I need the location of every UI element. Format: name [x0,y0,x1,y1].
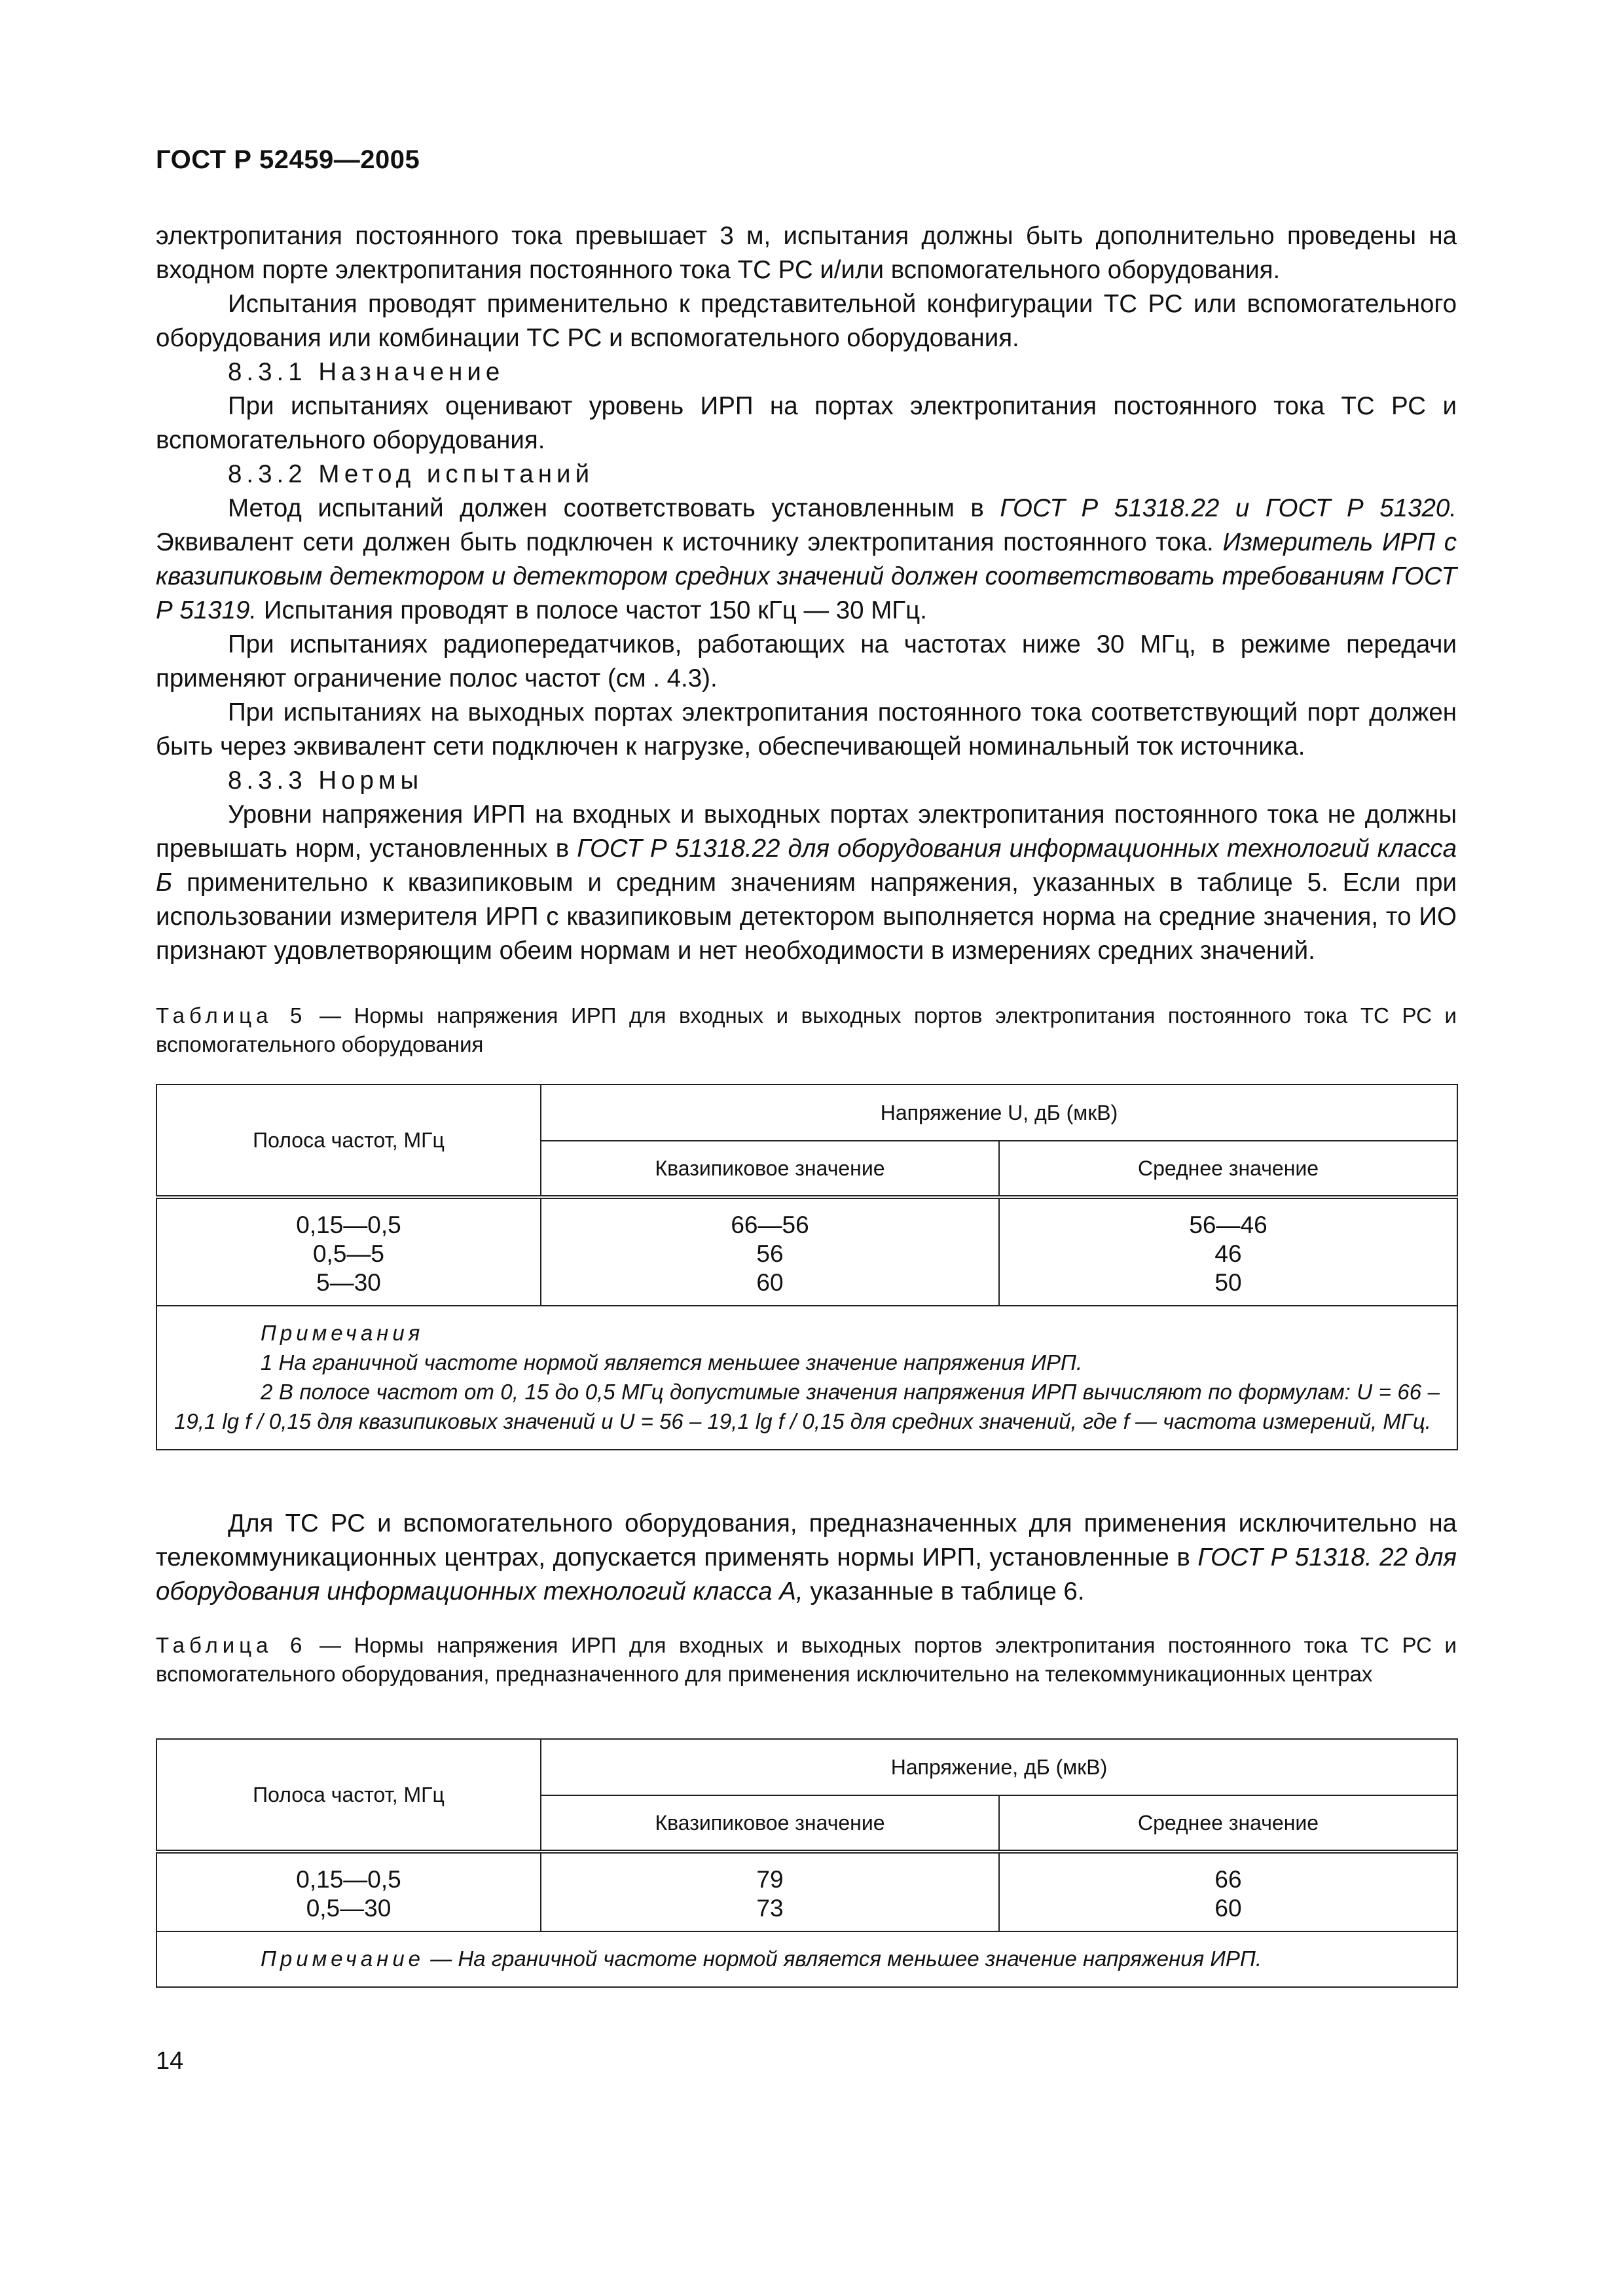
table6-header-freq: Полоса частот, МГц [156,1739,541,1852]
table-row [156,1197,1457,1306]
paragraph: Испытания проводят применительно к представительной конфигурации ТС РС или вспомогательного оборудования или комбинации ТС РС и вспомогательного оборудования. [156,290,1457,352]
table5-header-qp: Квазипиковое значение [541,1141,999,1197]
table5 [156,1084,1458,1450]
paragraph: При испытаниях оценивают уровень ИРП на портах электропитания постоянного тока ТС РС и вспомогательного оборудования. [156,392,1457,454]
table6-header-voltage: Напряжение, дБ (мкВ) [541,1739,1457,1795]
section-heading: 8.3.2 Метод испытаний [228,460,594,488]
table6-qp-cell: 79 73 [541,1852,999,1931]
table5-qp-cell: 66—56 56 60 [541,1197,999,1306]
body-text-2 [156,1507,1457,1609]
section-heading: 8.3.1 Назначение [228,358,505,386]
table6-avg-cell: 66 60 [999,1852,1457,1931]
table5-caption: Таблица 5 — Нормы напряжения ИРП для входных и выходных портов электропитания постоянного тока ТС РС и вспомогательного оборудования [156,1003,1457,1056]
table5-notes: Примечания 1 На граничной частоте нормой является меньшее значение напряжения ИРП. 2 В полосе частот от 0, 15 до 0,5 МГц допустимые значения напряжения ИРП вычисляют по формулам: U = 66 – 19,1 lg f / 0,15 для квазипиковых значений и U = 56 – 19,1 lg f / 0,15 для средних значений, где f — частота измерений, МГц. [156,1306,1457,1450]
table5-header-freq: Полоса частот, МГц [156,1085,541,1197]
table6 [156,1738,1458,1988]
paragraph: Метод испытаний должен соответствовать установленным в ГОСТ Р 51318.22 и ГОСТ Р 51320. Эквивалент сети должен быть подключен к источнику электропитания постоянного тока. Измеритель ИРП с квазипиковым детектором и детектором средних значений должен соответствовать требованиям ГОСТ Р 51319. Испытания проводят в полосе частот 150 кГц — 30 МГц. [156,494,1457,624]
table5-avg-cell: 56—46 46 50 [999,1197,1457,1306]
page-number: 14 [156,2047,184,2075]
table-row [156,1852,1457,1931]
section-heading: 8.3.3 Нормы [228,766,424,795]
paragraph: электропитания постоянного тока превышает 3 м, испытания должны быть дополнительно проведены на входном порте электропитания постоянного тока ТС РС и/или вспомогательного оборудования. [156,222,1457,284]
body-text [156,219,1457,968]
paragraph: Для ТС РС и вспомогательного оборудования, предназначенных для применения исключительно на телекоммуникационных центрах, допускается применять нормы ИРП, установленные в ГОСТ Р 51318. 22 для оборудования информационных технологий класса А, указанные в таблице 6. [156,1509,1457,1605]
table6-note: Примечание — На граничной частоте нормой является меньшее значение напряжения ИРП. [156,1931,1457,1987]
table5-freq-cell: 0,15—0,5 0,5—5 5—30 [156,1197,541,1306]
table6-freq-cell: 0,15—0,5 0,5—30 [156,1852,541,1931]
document-header: ГОСТ Р 52459—2005 [156,145,420,174]
table6-header-qp: Квазипиковое значение [541,1795,999,1852]
table6-caption: Таблица 6 — Нормы напряжения ИРП для входных и выходных портов электропитания постоянного тока ТС РС и вспомогательного оборудования, предназначенного для применения исключительно на телекоммуникационных центрах [156,1633,1457,1686]
paragraph: Уровни напряжения ИРП на входных и выходных портах электропитания постоянного тока не должны превышать норм, установленных в ГОСТ Р 51318.22 для оборудования информационных технологий класса Б применительно к квазипиковым и средним значениям напряжения, указанных в таблице 5. Если при использовании измерителя ИРП с квазипиковым детектором выполняется норма на средние значения, то ИО признают удовлетворяющим обеим нормам и нет необходимости в измерениях средних значений. [156,800,1457,965]
paragraph: При испытаниях на выходных портах электропитания постоянного тока соответствующий порт должен быть через эквивалент сети подключен к нагрузке, обеспечивающей номинальный ток источника. [156,698,1457,761]
paragraph: При испытаниях радиопередатчиков, работающих на частотах ниже 30 МГц, в режиме передачи применяют ограничение полос частот (см . 4.3). [156,630,1457,692]
table5-header-avg: Среднее значение [999,1141,1457,1197]
table5-header-voltage: Напряжение U, дБ (мкВ) [541,1085,1457,1141]
table6-header-avg: Среднее значение [999,1795,1457,1852]
